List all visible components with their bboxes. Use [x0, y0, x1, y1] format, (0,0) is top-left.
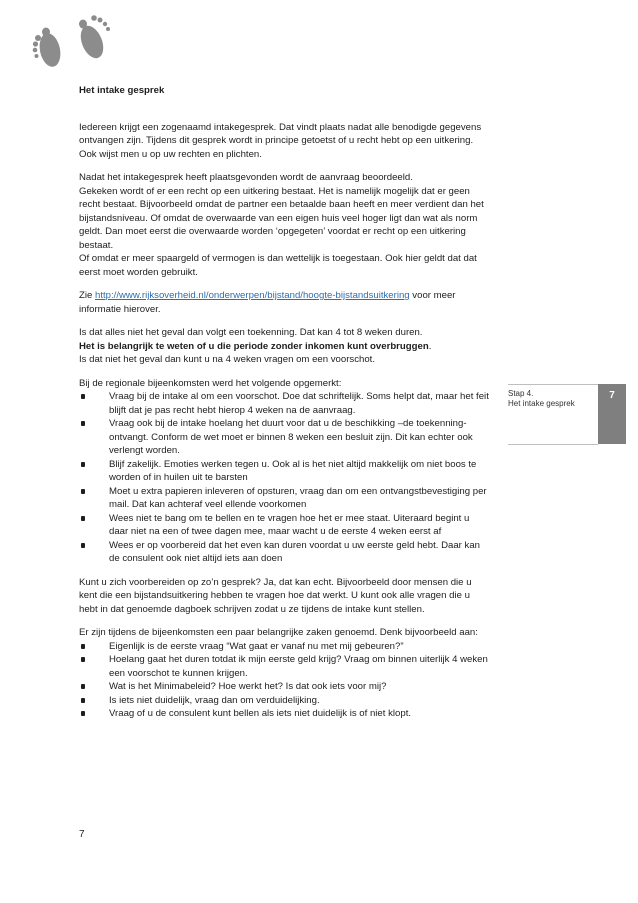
more-info-prefix: Zie	[79, 290, 95, 301]
list-item: Wees er op voorbereid dat het even kan duren voordat u uw eerste geld hebt. Daar kan de consulent ook niet altijd iets aan doen	[79, 539, 491, 566]
meeting-remarks-list	[79, 390, 491, 566]
award-period: .	[428, 340, 432, 352]
chapter-tab: 7	[598, 384, 626, 444]
footprints-logo	[28, 8, 124, 78]
list-item: Vraag of u de consulent kunt bellen als iets niet duidelijk is of niet klopt.	[79, 707, 491, 721]
paragraph-assessment-c: Of omdat er meer spaargeld of vermogen is dan wettelijk is toegestaan. Ook hier geldt dat dat eerst moet worden gebruikt.	[79, 253, 477, 278]
chapter-title: Het intake gesprek	[508, 399, 575, 408]
paragraph-assessment-a: Nadat het intakegesprek heeft plaatsgevonden wordt de aanvraag beoordeeld.	[79, 172, 413, 183]
paragraph-assessment-b: Gekeken wordt of er een recht op een uitkering bestaat. Het is namelijk mogelijk dat er geen recht bestaat. Bijvoorbeeld omdat de partner een betaalde baan heeft en meer verdient dan het bijstandsniveau. Of omdat de overwaarde van een eigen huis veel hoger ligt dan wat als norm geldt. Dan moet eerst die overwaarde worden ‘opgegeten’ voordat er recht op een uitkering bestaat.	[79, 185, 484, 251]
page-title: Het intake gesprek	[79, 85, 165, 96]
important-questions-list	[79, 640, 491, 721]
rijksoverheid-link[interactable]: http://www.rijksoverheid.nl/onderwerpen/bijstand/hoogte-bijstandsuitkering	[95, 290, 410, 301]
list-item: Vraag bij de intake al om een voorschot. Doe dat schriftelijk. Soms helpt dat, maar het feit blijft dat je pas recht hebt hierop 4 weken na de aanvraag.	[79, 390, 491, 417]
award-text: Is dat alles niet het geval dan volgt een toekenning. Dat kan 4 tot 8 weken duren.	[79, 327, 423, 338]
list-item: Eigenlijk is de eerste vraag “Wat gaat er vanaf nu met mij gebeuren?”	[79, 640, 491, 654]
paragraph-assessment	[79, 171, 491, 279]
chapter-step: Stap 4.	[508, 389, 534, 398]
paragraph-more-info	[79, 289, 491, 316]
paragraph-important-matters: Er zijn tijdens de bijeenkomsten een paar belangrijke zaken genoemd. Denk bijvoorbeeld aan:	[79, 627, 478, 638]
list-item: Blijf zakelijk. Emoties werken tegen u. Ook al is het niet altijd makkelijk om niet boos te worden of in huilen uit te barsten	[79, 458, 491, 485]
side-divider-bottom	[508, 444, 598, 445]
list-item: Moet u extra papieren inleveren of opsturen, vraag dan om een ontvangstbevestiging per mail. Dat kan achteraf veel ellende voorkomen	[79, 485, 491, 512]
main-content	[79, 84, 491, 731]
list-item: Hoelang gaat het duren totdat ik mijn eerste geld krijg? Vraag om binnen uiterlijk 4 weken een voorschot te kunnen krijgen.	[79, 653, 491, 680]
list-item: Wees niet te bang om te bellen en te vragen hoe het er mee staat. Uiteraard begint u daar niet na een of twee dagen mee, maar wacht u de eerste 4 weken eerst af	[79, 512, 491, 539]
page-number: 7	[79, 829, 85, 840]
paragraph-award	[79, 326, 491, 367]
advance-text: Is dat niet het geval dan kunt u na 4 weken vragen om een voorschot.	[79, 354, 375, 365]
chapter-label	[508, 389, 598, 409]
list-item: Wat is het Minimabeleid? Hoe werkt het? Is dat ook iets voor mij?	[79, 680, 491, 694]
paragraph-intro: Iedereen krijgt een zogenaamd intakegesprek. Dat vindt plaats nadat alle benodigde gegevens ontvangen zijn. Tijdens dit gesprek wordt in principe getoetst of u recht hebt op een uitkering. Ook wijst men u op uw rechten en plichten.	[79, 121, 482, 160]
list-item: Vraag ook bij de intake hoelang het duurt voor dat u de beschikking –de toekenning- ontvangt. Conform de wet moet er binnen 8 weken een besluit zijn. Dit kan echter ook verlengt worden.	[79, 417, 491, 458]
more-info-suffix: voor meer informatie hierover.	[79, 290, 456, 315]
paragraph-preparation: Kunt u zich voorbereiden op zo’n gesprek? Ja, dat kan echt. Bijvoorbeeld door mensen die u kent die een bijstandsuitkering hebben te vragen hoe dat werkt. U kunt ook alle vragen die u hebt in dat genoemde dagboek schrijven zodat u ze tijdens de intake kunt stellen.	[79, 576, 472, 615]
paragraph-meetings: Bij de regionale bijeenkomsten werd het volgende opgemerkt:	[79, 377, 342, 389]
list-item: Is iets niet duidelijk, vraag dan om verduidelijking.	[79, 694, 491, 708]
award-bold-text: Het is belangrijk te weten of u die periode zonder inkomen kunt overbruggen	[79, 340, 429, 352]
side-divider-top	[508, 384, 598, 385]
